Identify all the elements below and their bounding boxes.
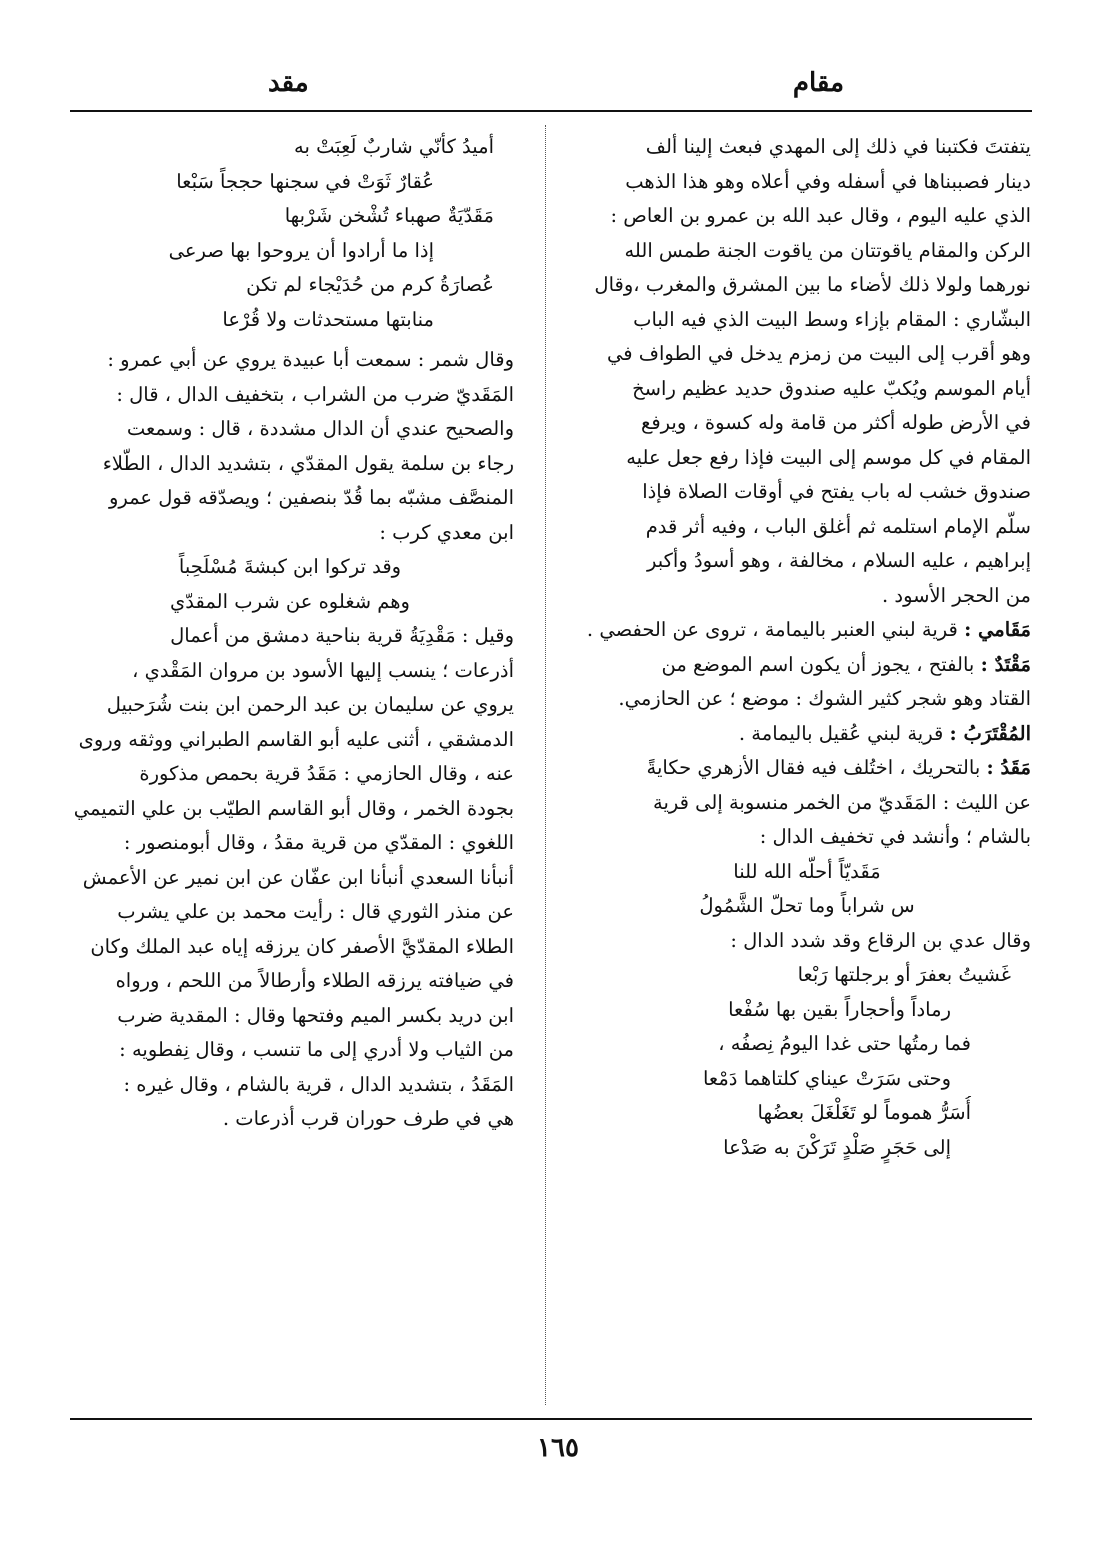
text-line: الركن والمقام ياقوتتان من ياقوت الجنة طمس الله	[624, 238, 1031, 262]
entry-maqami	[583, 613, 1031, 648]
text-line: المقام في كل موسم إلى البيت فإذا رفع جعل عليه	[626, 445, 1031, 469]
text-line: عن منذر الثوري قال : رأيت محمد بن علي يشرب	[117, 900, 514, 923]
verse-line: عُصارَةُ كرم من حُدَيْجاء لم تكن	[246, 273, 494, 296]
text-line: الدمشقي ، أثنى عليه أبو القاسم الطبراني ووثقه وروى	[78, 727, 514, 751]
headword-muqtarab: المُقْتَرَبُ :	[949, 721, 1031, 745]
column-divider	[545, 125, 546, 1405]
text-line: دينار فصببناها في أسفله وفي أعلاه وهو هذا الذهب	[625, 169, 1031, 193]
entry-maqtad	[583, 648, 1031, 683]
verse-line: رماداً وأحجاراً بقين بها سُفْعا	[728, 997, 951, 1021]
headword-maqtad: مَقْتَدٌ :	[980, 652, 1031, 676]
text-line: من الثياب ولا أدري إلى ما تنسب ، وقال نِفطويه :	[119, 1038, 514, 1061]
verse-line: وقد تركوا ابن كبشةَ مُسْلَحِباً	[178, 555, 402, 578]
verse-line: مَقَدّيَةٌ صهباء تُشْخن شَرْبها	[284, 204, 494, 227]
verse-line: إذا ما أرادوا أن يروحوا بها صرعى	[168, 238, 434, 262]
text-line: هي في طرف حوران قرب أذرعات .	[222, 1107, 514, 1130]
text-line: وهو أقرب إلى البيت من زمزم يدخل في الطواف في	[607, 342, 1031, 365]
verse-line: وهم شغلوه عن شرب المقدّي	[170, 589, 410, 613]
verse-line: إلى حَجَرٍ صَلْدٍ تَرَكْنَ به صَدْعا	[723, 1135, 951, 1159]
headword-maqad: مَقَدُ :	[986, 756, 1031, 779]
text-line: وقيل : مَقْدِيَةُ قرية بناحية دمشق من أعمال	[170, 624, 514, 647]
entry-text: قرية لبني العنبر باليمامة ، تروى عن الحفصي .	[586, 618, 958, 641]
verse-line: منابتها مستحدثات ولا قُرْعا	[222, 307, 434, 331]
text-line: أيام الموسم ويُكبّ عليه صندوق حديد عظيم راسخ	[632, 376, 1031, 400]
text-line: يتفتتَ فكتبنا في ذلك إلى المهدي فبعث إلينا ألف	[645, 135, 1031, 158]
text-line: أذرعات ؛ ينسب إليها الأسود بن مروان المَقْدي ،	[132, 658, 514, 682]
text-line: أنبأنا السعدي أنبأنا ابن عفّان عن ابن نمير عن الأعمش	[82, 865, 514, 889]
text-line: الطلاء المقدّيَّ الأصفر كان يرزقه إياه عبد الملك وكان	[90, 934, 514, 958]
text-line: اللغوي : المقدّي من قرية مقدُ ، وقال أبومنصور :	[123, 831, 514, 854]
verse-line: عُقارٌ ثَوَتْ في سجنها حججاً سَبْعا	[176, 169, 434, 193]
text-line: وقال عدي بن الرقاع وقد شدد الدال :	[730, 928, 1031, 952]
entry-maqad	[583, 751, 1031, 786]
entry-text: بالتحريك ، اختُلف فيه فقال الأزهري حكايةً	[646, 756, 981, 779]
text-line: سلّم الإمام استلمه ثم أغلق الباب ، وفيه أثر قدم	[645, 514, 1031, 538]
verse-line: غَشيتُ بعفرَ أو برجلتها رَبْعا	[797, 963, 1011, 986]
text-line: بجودة الخمر ، وقال أبو القاسم الطيّب بن علي التميمي	[73, 796, 514, 820]
verse-line: فما رمتُها حتى غدا اليومُ نِصفُه ،	[718, 1032, 971, 1055]
left-column	[66, 130, 514, 1137]
text-line: وقال شمر : سمعت أبا عبيدة يروي عن أبي عمرو :	[107, 348, 514, 371]
running-header-left: مقد	[268, 68, 309, 98]
text-line: والصحيح عندي أن الدال مشددة ، قال : وسمعت	[126, 417, 514, 440]
text-line: نورهما ولولا ذلك لأضاء ما بين المشرق والمغرب ،وقال	[594, 273, 1031, 296]
text-line: صندوق خشب له باب يفتح في أوقات الصلاة فإذا	[642, 480, 1031, 503]
text-line: ابن معدي كرب :	[379, 520, 514, 544]
text-line: في ضيافته يرزقه الطلاء وأرطالاً من اللحم ، ورواه	[115, 969, 514, 992]
header-rule	[70, 110, 1032, 112]
verse-line: أميدُ كأنّي شاربٌ لَعِبَتْ به	[294, 135, 494, 158]
text-line: في الأرض طوله أكثر من قامة وله كسوة ، ويرفع	[640, 411, 1031, 434]
verse-line: وحتى سَرَتْ عيناي كلتاهما دَمْعا	[702, 1066, 951, 1090]
right-column	[583, 130, 1031, 1165]
entry-text: قرية لبني عُقيل باليمامة .	[738, 721, 944, 745]
entry-muqtarab	[583, 717, 1031, 752]
verse-line: س شراباً وما تحلّ الشَّمُولُ	[699, 894, 915, 917]
text-line: رجاء بن سلمة يقول المقدّي ، بتشديد الدال ، الطّلاء	[102, 451, 514, 475]
running-header-right: مقام	[792, 68, 844, 98]
text-line: المنصَّف مشبّه بما قُدّ بنصفين ؛ ويصدّقه قول عمرو	[108, 486, 514, 509]
text-line: ابن دريد بكسر الميم وفتحها وقال : المقدية ضرب	[117, 1003, 514, 1027]
text-line: بالشام ؛ وأنشد في تخفيف الدال :	[759, 825, 1031, 848]
text-line: القتاد وهو شجر كثير الشوك : موضع ؛ عن الحازمي.	[618, 687, 1031, 710]
page-number: ١٦٥	[537, 1433, 579, 1463]
headword-maqami: مَقَامي :	[964, 618, 1031, 641]
verse-line: مَقَديّاً أحلّه الله للنا	[733, 859, 881, 883]
text-line: عن الليث : المَقَديّ من الخمر منسوبة إلى قرية	[652, 790, 1031, 814]
verse-line: أُسَرُّ هموماً لو تَغَلْغَلَ بعضُها	[757, 1101, 971, 1124]
text-line: من الحجر الأسود .	[881, 583, 1031, 607]
text-line: المَقَدُ ، بتشديد الدال ، قرية بالشام ، وقال غيره :	[123, 1072, 514, 1096]
text-line: البشّاري : المقام بإزاء وسط البيت الذي فيه الباب	[633, 307, 1031, 331]
entry-text: بالفتح ، يجوز أن يكون اسم الموضع من	[661, 652, 975, 676]
text-line: المَقَديّ ضرب من الشراب ، بتخفيف الدال ، قال :	[116, 382, 514, 406]
text-line: إبراهيم ، عليه السلام ، مخالفة ، وهو أسودُ وأكبر	[646, 549, 1031, 572]
text-line: عنه ، وقال الحازمي : مَقَدُ قرية بحمص مذكورة	[139, 762, 514, 785]
text-line: الذي عليه اليوم ، وقال عبد الله بن عمرو بن العاص :	[610, 204, 1031, 227]
text-line: يروي عن سليمان بن عبد الرحمن ابن بنت شُرَحبيل	[106, 693, 514, 716]
footer-rule	[70, 1418, 1032, 1420]
